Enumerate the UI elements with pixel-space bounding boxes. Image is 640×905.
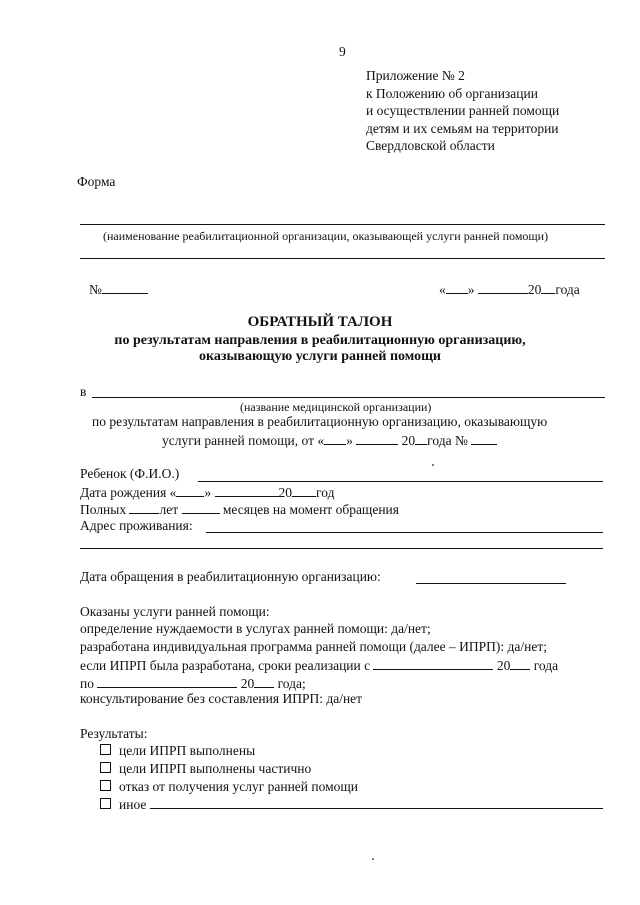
age-years-blank[interactable] <box>129 501 159 514</box>
age-full-label: Полных <box>80 502 127 517</box>
referral-line-1: по результатам направления в реабилитационную организацию, оказывающую <box>92 414 548 429</box>
period-end-label: по <box>80 676 94 691</box>
address-line-2[interactable] <box>80 548 603 549</box>
visit-date-line[interactable] <box>416 583 566 584</box>
referral-number-label: года № <box>427 433 468 448</box>
address-line[interactable] <box>206 532 603 533</box>
medorg-name-line[interactable] <box>92 397 605 398</box>
speck <box>432 464 434 466</box>
year-blank[interactable] <box>541 281 555 294</box>
result-option-partial[interactable] <box>100 762 311 776</box>
services-period-label: если ИПРП была разработана, сроки реализации с <box>80 658 371 673</box>
birth-date-close: » <box>204 485 212 500</box>
services-line-1: определение нуждаемости в услугах ранней помощи: да/нет; <box>80 621 431 636</box>
age-years-label: лет <box>159 502 179 517</box>
checkbox-icon[interactable] <box>100 780 111 791</box>
services-heading: Оказаны услуги ранней помощи: <box>80 604 270 619</box>
speck <box>372 858 374 860</box>
appendix-line-2: к Положению об организации <box>366 86 538 101</box>
period-start-suffix: года <box>533 658 559 673</box>
checkbox-icon[interactable] <box>100 762 111 773</box>
org-name-line[interactable] <box>80 224 605 225</box>
checkbox-icon[interactable] <box>100 798 111 809</box>
form-label: Форма <box>77 174 116 189</box>
date-open: « <box>439 282 446 297</box>
birth-year: 20 <box>278 485 293 500</box>
page-number: 9 <box>339 44 346 59</box>
appendix-line-3: и осуществлении ранней помощи <box>366 103 560 118</box>
period-end-suffix: года; <box>277 676 306 691</box>
birth-day-blank[interactable] <box>176 484 204 497</box>
services-line-3 <box>80 657 558 673</box>
services-line-2: разработана индивидуальная программа ранней помощи (далее – ИПРП): да/нет; <box>80 639 547 654</box>
number-field <box>89 281 148 297</box>
referral-day-blank[interactable] <box>324 432 346 445</box>
date-close: » <box>467 282 475 297</box>
referral-line-2 <box>162 432 497 448</box>
result-option-label: цели ИПРП выполнены <box>119 743 256 758</box>
other-details-line[interactable] <box>150 808 603 809</box>
results-heading: Результаты: <box>80 726 148 741</box>
year-suffix: года <box>555 282 580 297</box>
referral-year-blank[interactable] <box>415 432 427 445</box>
subtitle-line-2: оказывающую услуги ранней помощи <box>199 349 441 364</box>
result-option-label: цели ИПРП выполнены частично <box>119 761 312 776</box>
referral-date-close: » <box>346 433 353 448</box>
result-option-refusal[interactable] <box>100 780 358 794</box>
period-start-blank[interactable] <box>373 657 493 670</box>
day-blank[interactable] <box>446 281 468 294</box>
referral-month-blank[interactable] <box>356 432 398 445</box>
referral-year: 20 <box>401 433 416 448</box>
to-label: в <box>80 384 87 399</box>
birth-year-blank[interactable] <box>292 484 316 497</box>
period-end-year-blank[interactable] <box>254 675 274 688</box>
period-start-year-blank[interactable] <box>510 657 530 670</box>
referral-from: услуги ранней помощи, от « <box>162 433 325 448</box>
period-end-year: 20 <box>240 676 255 691</box>
appendix-line-5: Свердловской области <box>366 138 495 153</box>
result-option-other[interactable] <box>100 798 146 812</box>
period-start-year: 20 <box>496 658 511 673</box>
checkbox-icon[interactable] <box>100 744 111 755</box>
services-line-4 <box>80 675 306 691</box>
appendix-line-4: детям и их семьям на территории <box>366 121 559 136</box>
number-label: № <box>89 282 102 297</box>
age-months-blank[interactable] <box>182 501 220 514</box>
address-label: Адрес проживания: <box>80 518 193 533</box>
services-line-5: консультирование без составления ИПРП: да/нет <box>80 691 363 706</box>
birth-date-label: Дата рождения « <box>80 485 177 500</box>
child-name-line[interactable] <box>198 481 603 482</box>
birth-year-suffix: год <box>316 485 335 500</box>
visit-date-label: Дата обращения в реабилитационную организацию: <box>80 569 381 584</box>
birth-date-field <box>80 484 334 500</box>
org-caption: (наименование реабилитационной организации, оказывающей услуги ранней помощи) <box>103 229 549 243</box>
org-name-line-2[interactable] <box>80 258 605 259</box>
referral-number-blank[interactable] <box>471 432 497 445</box>
result-option-label: иное <box>119 797 147 812</box>
subtitle-line-1: по результатам направления в реабилитационную организацию, <box>114 333 526 348</box>
age-months-label: месяцев на момент обращения <box>222 502 399 517</box>
document-title: ОБРАТНЫЙ ТАЛОН <box>247 314 393 330</box>
child-name-label: Ребенок (Ф.И.О.) <box>80 466 180 481</box>
result-option-completed[interactable] <box>100 744 255 758</box>
number-blank[interactable] <box>102 281 148 294</box>
month-blank[interactable] <box>478 281 528 294</box>
appendix-line-1: Приложение № 2 <box>366 68 465 83</box>
period-end-blank[interactable] <box>97 675 237 688</box>
date-field <box>439 281 580 297</box>
year-prefix: 20 <box>527 282 542 297</box>
medorg-caption: (название медицинской организации) <box>240 400 432 414</box>
age-field <box>80 501 399 517</box>
result-option-label: отказ от получения услуг ранней помощи <box>119 779 359 794</box>
birth-month-blank[interactable] <box>215 484 279 497</box>
